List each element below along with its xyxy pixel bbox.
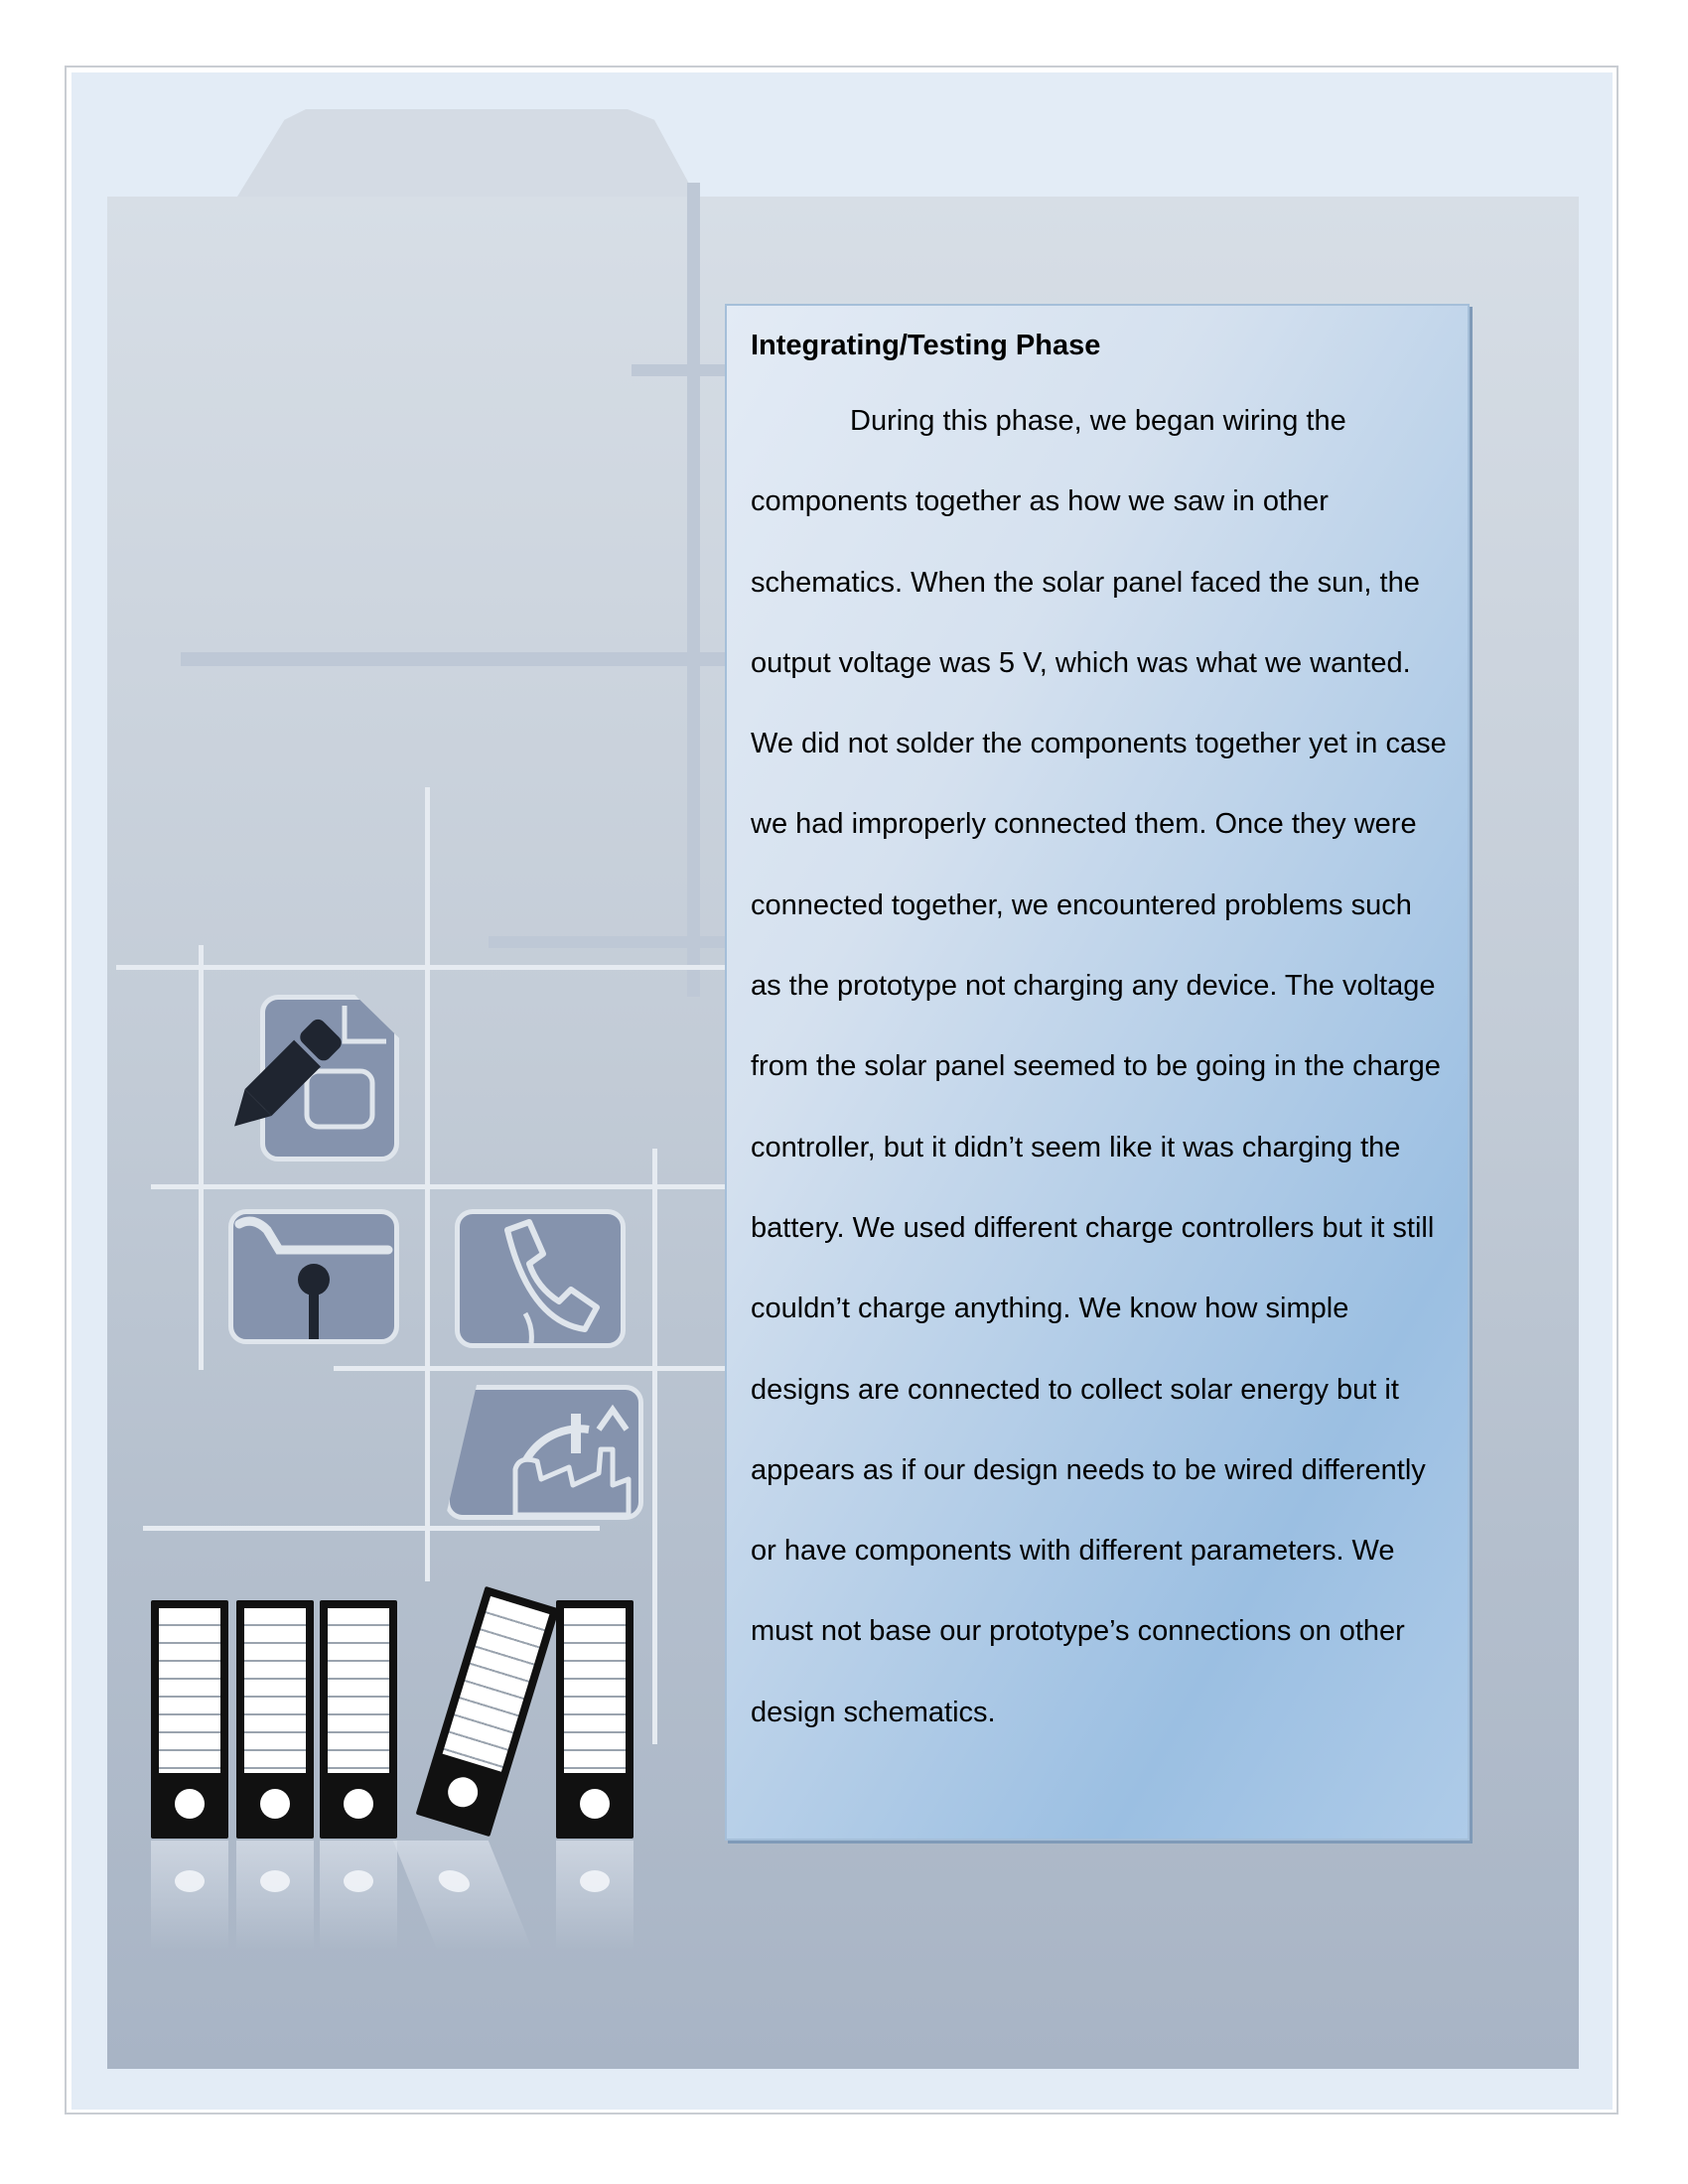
binder	[320, 1600, 397, 1839]
pencil-icon	[211, 1013, 350, 1152]
binder-ring-hole	[444, 1774, 481, 1811]
binder	[151, 1600, 228, 1839]
binder-label	[328, 1608, 389, 1773]
binder	[556, 1600, 633, 1839]
reflection-hole	[175, 1870, 205, 1892]
grid-line	[687, 183, 700, 997]
binder-reflection	[151, 1841, 228, 1950]
binder-label	[159, 1608, 220, 1773]
binder-label	[244, 1608, 306, 1773]
section-heading: Integrating/Testing Phase	[751, 330, 1101, 361]
binder-reflection	[320, 1841, 397, 1950]
binder	[236, 1600, 314, 1839]
binder-ring-hole	[344, 1789, 373, 1819]
reflection-hole	[344, 1870, 373, 1892]
binder-reflection	[236, 1841, 314, 1950]
grid-line	[334, 1366, 725, 1371]
grid-line	[632, 364, 725, 376]
factory-icon	[445, 1385, 643, 1520]
grid-line	[143, 1526, 600, 1531]
grid-line	[181, 652, 725, 666]
binder-ring-hole	[580, 1789, 610, 1819]
section-body: During this phase, we began wiring the components together as how we saw in other schematics. When the solar panel faced the sun, the output voltage was 5 V, which was what we wanted. We did not solder the components together yet in case we had improperly connected them. Once they were connected together, we encountered problems such as the prototype not charging any device. The voltage from the solar panel seemed to be going in the charge controller, but it didn’t seem like it was charging the battery. We used different charge controllers but it still couldn’t charge anything. We know how simple designs are connected to collect solar energy but it appears as if our design needs to be wired differently or have components with different parameters. We must not base our prototype’s connections on other design schematics.	[751, 405, 1447, 1728]
binder-label	[564, 1608, 626, 1773]
locked-folder-icon	[228, 1209, 399, 1344]
reflection-hole	[260, 1870, 290, 1892]
reflection-hole	[435, 1870, 474, 1892]
grid-line	[151, 1184, 725, 1189]
text-panel	[725, 304, 1470, 1841]
grid-line	[652, 1149, 657, 1744]
grid-line	[116, 965, 725, 970]
grid-line	[489, 936, 725, 948]
reflection-hole	[580, 1870, 610, 1892]
telephone-icon	[455, 1209, 626, 1348]
binder-ring-hole	[175, 1789, 205, 1819]
grid-line	[199, 945, 204, 1370]
binder-ring-hole	[260, 1789, 290, 1819]
binder-reflection	[556, 1841, 633, 1950]
